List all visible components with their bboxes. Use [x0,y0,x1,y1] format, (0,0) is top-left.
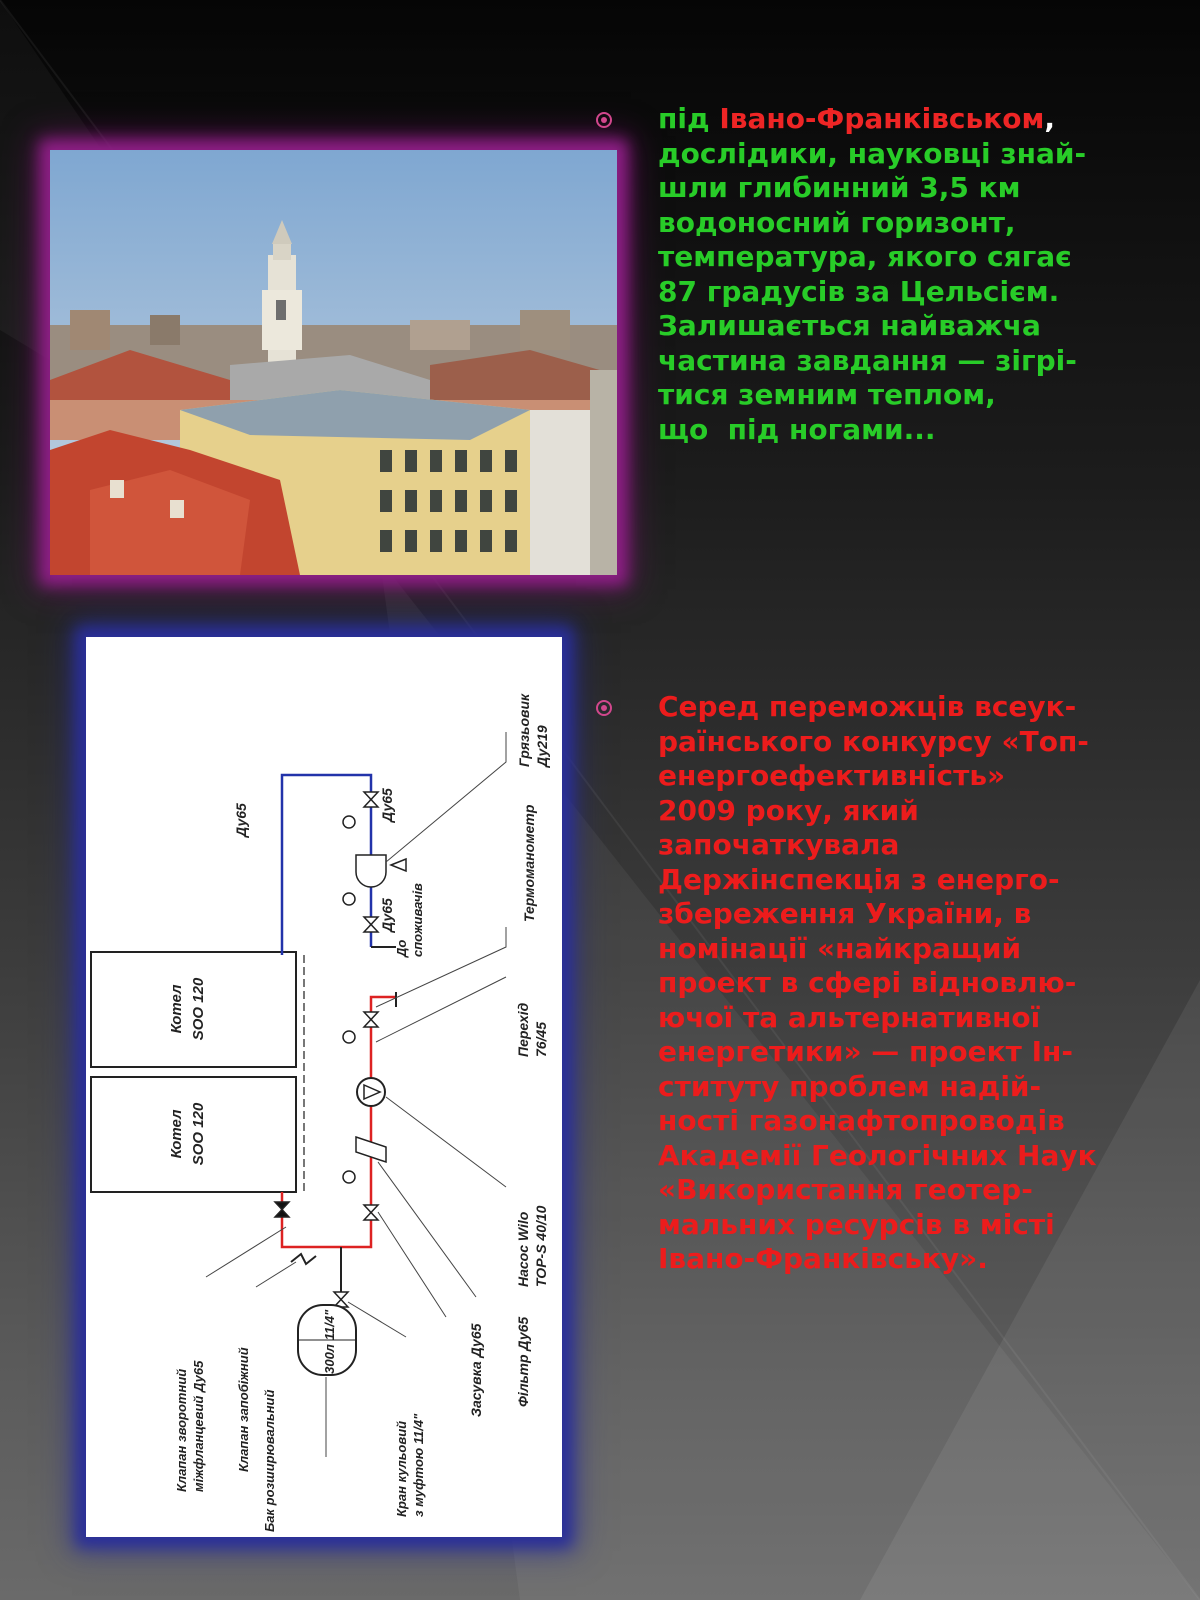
text-line: температура, якого сягає [658,240,1072,273]
heating-scheme-svg [86,637,562,1537]
mud-trap-label: Грязьовик Ду219 [516,693,550,767]
text-line: енергетики» — проект Ін- [658,1035,1074,1068]
text-line: Залишається найважча [658,309,1041,342]
text-line: тися земним теплом, [658,378,996,411]
text-line: Академії Геологічних Наук [658,1138,1097,1172]
text-line: ституту проблем надій- [658,1069,1042,1103]
text-line: 2009 року, який [658,793,919,827]
text-line: енергоефективність» [658,759,1006,792]
radio-bullet-icon [596,112,612,128]
filter-label: Фільтр Ду65 [515,1316,531,1407]
dy65-top-label: Ду65 [233,803,249,837]
radio-bullet-icon [596,700,612,716]
text-line: Івано-Франківську». [658,1242,988,1275]
dy65-valve-label: Ду65 [379,788,395,822]
text-line: шли глибинний 3,5 км [658,171,1021,204]
dy65-lower-label: Ду65 [379,898,395,932]
text-line: проект в сфері відновлю- [658,966,1077,999]
thermomanometer-label: Термоманометр [521,804,537,922]
tank-volume-label: 300л [322,1344,337,1374]
text-line: збереження України, в [658,897,1032,930]
ball-valve-label: Кран кульовий з муфтою 11/4" [394,1413,426,1517]
city-photo [50,150,617,575]
expansion-tank-label: Бак розширювальний [262,1389,277,1532]
text-line: дослідики, науковці знай- [658,136,1087,170]
text-line: ності газонафтопроводів [658,1104,1065,1137]
text-line: під Івано-Франківськом, [658,102,1055,135]
competition-winner-text [658,690,1178,1277]
text-line: частина завдання — зігрі- [658,343,1077,377]
transition-label: Перехід 76/45 [515,1002,549,1057]
text-line: раїнського конкурсу «Топ- [658,724,1089,758]
city-photo-image [50,150,617,575]
text-line: водоносний горизонт, [658,205,1016,239]
heating-scheme-diagram [86,637,562,1537]
text-line: Держінспекція з енерго- [658,862,1060,896]
gate-valve-label: Засувка Ду65 [468,1323,484,1417]
tank-size-label: 11/4" [322,1309,337,1341]
text-line: що під ногами... [658,412,936,446]
text-line: номінації «найкращий [658,931,1022,965]
geothermal-discovery-text [658,102,1158,447]
consumers-label: Доспоживачів [394,883,425,957]
text-line: Серед переможців всеук- [658,690,1077,723]
check-valve-label: Клапан зворотний міжфланцевий Ду65 [174,1360,206,1492]
text-line: 87 градусів за Цельсієм. [658,274,1060,308]
text-line: мальних ресурсів в місті [658,1207,1055,1241]
safety-valve-label: Клапан запобіжний [236,1347,251,1472]
return-pipe [282,997,396,1247]
text-line: ючої та альтернативної [658,1000,1041,1034]
text-line: започаткувала [658,828,900,861]
pump-label: Насос Wilo TOP-S 40/10 [515,1205,549,1287]
boiler-2-label: Котел SOO 120 [168,1102,207,1166]
city-name-highlight: Івано-Франківськом [719,102,1045,135]
boiler-1-label: Котел SOO 120 [168,977,207,1041]
text-line: «Використання геотер- [658,1173,1033,1206]
